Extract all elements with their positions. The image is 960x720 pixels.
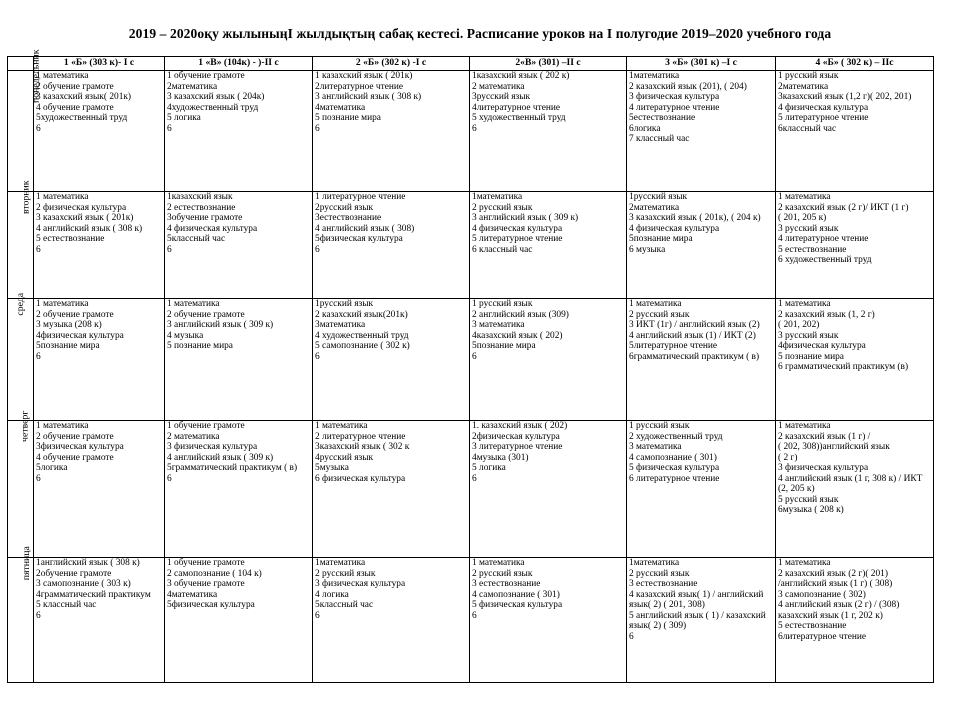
lesson-line: 5познание мира <box>629 234 693 244</box>
lesson-line: 1 математика <box>778 299 831 309</box>
lesson-line: 2 казахский язык (201), ( 204) <box>629 81 747 92</box>
lesson-line: 5классный час <box>167 234 226 244</box>
lesson-line: 1 казахский язык ( 201к) <box>315 71 413 81</box>
lesson-line: 4 литературное чтение <box>778 234 869 244</box>
lesson-line: 4грамматический практикум <box>36 589 151 600</box>
lesson-line: 4русский язык <box>315 452 374 463</box>
lesson-line: 2 русский язык <box>315 568 376 579</box>
lesson-line: 1математика <box>315 558 366 568</box>
lesson-line: 3 физическая культура <box>778 463 869 473</box>
lesson-line: 1 математика <box>472 558 525 568</box>
lesson-line: 1 обучение грамоте <box>167 421 245 431</box>
lesson-line: 3 казахский язык ( 201к) <box>36 213 134 223</box>
schedule-cell <box>627 71 776 192</box>
lesson-line: 6 <box>167 123 172 134</box>
lesson-line: ( 2 г) <box>778 452 798 463</box>
lesson-line: 6 <box>36 123 41 134</box>
lesson-line: 6литературное чтение <box>778 631 867 642</box>
schedule-cell <box>165 421 313 558</box>
lesson-line: 2физическая культура <box>472 431 560 442</box>
lesson-line: 5 логика <box>472 463 506 473</box>
schedule-cell <box>165 71 313 192</box>
lesson-line: 2 самопознание ( 104 к) <box>167 568 262 579</box>
lesson-line: 1математика <box>472 192 523 202</box>
day-row <box>8 558 934 683</box>
lesson-line: 4 физическая культура <box>167 223 258 234</box>
lesson-line: 4 обучение грамоте <box>36 452 114 463</box>
lesson-line: 2 обучение грамоте <box>36 309 114 320</box>
lesson-line: 6 <box>167 244 172 255</box>
lesson-line: 6 грамматический практикум (в) <box>778 362 909 372</box>
lesson-line: /английский язык (1 г) ( 308) <box>778 579 893 589</box>
lesson-line: 5 классный час <box>36 600 97 610</box>
lesson-line: 5 художественный труд <box>472 113 566 123</box>
lesson-line: 3 ИКТ (1г) / английский язык (2) <box>629 320 760 330</box>
schedule-cell <box>776 192 934 299</box>
day-row <box>8 299 934 421</box>
lesson-line: 4 английский язык (2 г) / (308) казахский язык (1 г, 202 к) <box>778 600 900 621</box>
lesson-line: 4казахский язык ( 202) <box>472 330 563 341</box>
lesson-line: 1 русский язык <box>778 71 839 81</box>
lesson-line: 2 художественный труд <box>629 431 723 442</box>
lesson-line: 6 художественный труд <box>778 255 872 265</box>
lesson-line: 1. казахский язык ( 202) <box>472 421 568 431</box>
lesson-line: язык( 2) ( 201, 308) <box>629 600 705 610</box>
schedule-cell <box>776 421 934 558</box>
lesson-line: 6 <box>315 610 320 621</box>
lesson-line: 5 русский язык <box>778 494 839 505</box>
lesson-line: 6 физическая культура <box>315 473 406 484</box>
lesson-line: 5 литературное чтение <box>778 113 869 123</box>
lesson-line: 4 английский язык ( 308) <box>315 223 415 234</box>
header-class-2v: 2«В» (301) –II с <box>470 57 627 71</box>
lesson-line: 3 естествознание <box>629 579 698 589</box>
lesson-line: ( 202, 308))английский язык <box>778 442 890 452</box>
header-class-4b: 4 «Б» ( 302 к) – IIс <box>776 57 934 71</box>
lesson-line: 2 математика <box>472 81 525 92</box>
lesson-line: 5 естествознание <box>36 234 105 244</box>
lesson-line: 4 физическая культура <box>472 223 563 234</box>
lesson-line: 1 математика <box>778 421 831 431</box>
lesson-line: 2 математика <box>167 431 220 442</box>
lesson-line: 3естествознание <box>315 213 382 223</box>
lesson-line: 7 классный час <box>629 134 690 144</box>
lesson-line: 5 логика <box>167 113 201 123</box>
lesson-line: 1 обучение грамоте <box>167 558 245 568</box>
schedule-cell <box>34 299 165 421</box>
lesson-line: 2 казахский язык(201к) <box>315 309 408 320</box>
lesson-line: 2 литературное чтение <box>315 431 406 442</box>
lesson-line: 5художественный труд <box>36 113 128 123</box>
header-class-1v: 1 «В» (104к) - )-II с <box>165 57 313 71</box>
lesson-line: 3 физическая культура <box>629 92 720 102</box>
schedule-cell <box>313 71 470 192</box>
lesson-line: 2обучение грамоте <box>36 568 112 579</box>
lesson-line: 4 обучение грамоте <box>36 102 114 113</box>
lesson-line: ( 201, 205 к) <box>778 213 827 223</box>
lesson-line: 2математика <box>629 202 680 213</box>
lesson-line: 6 <box>472 351 477 362</box>
lesson-line: 3 казахский язык ( 201к), ( 204 к) <box>629 213 761 223</box>
lesson-line: 3 русский язык <box>778 330 839 341</box>
schedule-cell <box>34 192 165 299</box>
lesson-line: 6 <box>315 351 320 362</box>
schedule-cell <box>470 558 627 683</box>
lesson-line: 2 русский язык <box>472 202 533 213</box>
header-class-2b: 2 «Б» (302 к) -I с <box>313 57 470 71</box>
day-label-cell <box>8 410 34 558</box>
day-name: понедельник <box>30 49 42 104</box>
lesson-line: 1 математика <box>629 299 682 309</box>
lesson-line: 6классный час <box>778 123 837 134</box>
lesson-line: 6 <box>472 473 477 484</box>
lesson-line: 2 казахский язык (1 г) / <box>778 431 871 442</box>
lesson-line: 1 литературное чтение <box>315 192 406 202</box>
lesson-line: 3 математика <box>629 442 682 452</box>
schedule-cell <box>313 299 470 421</box>
lesson-line: 4математика <box>315 102 366 113</box>
schedule-cell <box>627 558 776 683</box>
lesson-line: 4 английский язык ( 309 к) <box>167 452 274 463</box>
lesson-line: 3 естествознание <box>472 579 541 589</box>
schedule-cell <box>34 71 165 192</box>
lesson-line: 1казахский язык <box>167 192 233 202</box>
lesson-line: 3 литературное чтение <box>472 442 563 452</box>
day-row <box>8 421 934 558</box>
lesson-line: 1 математика <box>36 192 89 202</box>
lesson-line: 5 познание мира <box>167 341 233 351</box>
lesson-line: 1русский язык <box>629 192 688 202</box>
lesson-line: 2литературное чтение <box>315 81 404 92</box>
lesson-line: 6 <box>36 244 41 255</box>
lesson-line: 4 логика <box>315 589 349 600</box>
lesson-line: 1казахский язык ( 202 к) <box>472 71 570 81</box>
day-name: четверг <box>19 410 31 442</box>
lesson-line: 2русский язык <box>315 202 374 213</box>
lesson-line: 3 казахский язык( 201к) <box>36 92 132 102</box>
lesson-line: 4 самопознание ( 301) <box>472 589 560 600</box>
lesson-line: 6 <box>36 610 41 621</box>
day-row <box>8 71 934 192</box>
lesson-line: 6 <box>315 123 320 134</box>
schedule-cell <box>165 299 313 421</box>
lesson-line: 5 естествознание <box>778 244 847 255</box>
lesson-line: 5 физическая культура <box>472 600 563 610</box>
lesson-line: 1 математика <box>315 421 368 431</box>
lesson-line: 5 английский язык ( 1) / казахский язык( 2) ( 309) <box>629 610 766 631</box>
lesson-line: 2 русский язык <box>472 568 533 579</box>
lesson-line: 3 обучение грамоте <box>167 579 245 589</box>
lesson-line: 4 английский язык ( 308 к) <box>36 223 143 234</box>
lesson-line: 5 познание мира <box>778 351 844 362</box>
schedule-table <box>7 49 934 683</box>
schedule-cell <box>470 299 627 421</box>
schedule-cell <box>776 71 934 192</box>
lesson-line: 6 <box>167 473 172 484</box>
lesson-line: 4 английский язык (1 г, 308 к) / ИКТ (2, 205 к) <box>778 473 923 494</box>
lesson-line: 1математика <box>629 71 680 81</box>
lesson-line: 2 обучение грамоте <box>36 431 114 442</box>
schedule-cell <box>34 421 165 558</box>
lesson-line: 2 русский язык <box>629 309 690 320</box>
lesson-line: 6 <box>36 351 41 362</box>
schedule-cell <box>165 558 313 683</box>
lesson-line: 4физическая культура <box>778 341 866 351</box>
schedule-cell <box>313 558 470 683</box>
lesson-line: 2 естествознание <box>167 202 236 213</box>
lesson-line: 5музыка <box>315 463 349 473</box>
day-label-cell <box>8 180 34 299</box>
lesson-line: 4музыка (301) <box>472 452 529 463</box>
lesson-line: 1математика <box>629 558 680 568</box>
lesson-line: 1 обучение грамоте <box>167 71 245 81</box>
lesson-line: 6 <box>629 631 634 642</box>
lesson-line: 6 классный час <box>472 244 533 255</box>
lesson-line: 1 русский язык <box>629 421 690 431</box>
day-row <box>8 192 934 299</box>
lesson-line: 3казахский язык ( 302 к <box>315 442 410 452</box>
lesson-line: 6 литературное чтение <box>629 473 720 484</box>
schedule-cell <box>313 192 470 299</box>
lesson-line: 2 казахский язык (1, 2 г) <box>778 309 875 320</box>
schedule-cell <box>776 299 934 421</box>
lesson-line: 3 физическая культура <box>167 442 258 452</box>
lesson-line: 5естествознание <box>629 113 696 123</box>
lesson-line: 6 <box>472 610 477 621</box>
day-label-cell <box>8 49 42 192</box>
schedule-cell <box>627 421 776 558</box>
lesson-line: 1русский язык <box>315 299 374 309</box>
lesson-line: 4 физическая культура <box>629 223 720 234</box>
lesson-line: 2математика <box>778 81 829 92</box>
day-label-cell <box>8 292 34 421</box>
lesson-line: 2 казахский язык (2 г)/ ИКТ (1 г) <box>778 202 909 213</box>
lesson-line: 5 физическая культура <box>629 463 720 473</box>
lesson-line: 3физическая культура <box>36 442 124 452</box>
schedule-cell <box>313 421 470 558</box>
lesson-line: 3обучение грамоте <box>167 213 243 223</box>
lesson-line: 6 <box>36 473 41 484</box>
lesson-line: 4 литературное чтение <box>629 102 720 113</box>
lesson-line: 6 музыка <box>629 244 666 255</box>
lesson-line: 1 русский язык <box>472 299 533 309</box>
lesson-line: 1 математика <box>36 299 89 309</box>
lesson-line: 5классный час <box>315 600 374 610</box>
header-row <box>8 57 934 71</box>
day-name: пятница <box>20 546 32 581</box>
lesson-line: 2 английский язык (309) <box>472 309 569 320</box>
lesson-line: 2 обучение грамоте <box>36 81 114 92</box>
lesson-line: 3математика <box>315 320 366 330</box>
schedule-cell <box>470 192 627 299</box>
lesson-line: 5познание мира <box>472 341 536 351</box>
lesson-line: 5физическая культура <box>315 234 403 244</box>
lesson-line: 3русский язык <box>472 92 531 102</box>
lesson-line: 5физическая культура <box>167 600 255 610</box>
day-label-cell <box>8 546 34 683</box>
lesson-line: 4физическая культура <box>36 330 124 341</box>
schedule-cell <box>627 192 776 299</box>
lesson-line: 2 русский язык <box>629 568 690 579</box>
lesson-line: 6грамматический практикум ( в) <box>629 351 760 362</box>
schedule-cell <box>627 299 776 421</box>
schedule-cell <box>776 558 934 683</box>
lesson-line: 4художественный труд <box>167 102 259 113</box>
lesson-line: 2математика <box>167 81 218 92</box>
lesson-line: 2 обучение грамоте <box>167 309 245 320</box>
lesson-line: 1 математика <box>778 192 831 202</box>
lesson-line: 4 самопознание ( 301) <box>629 452 717 463</box>
lesson-line: ( 201, 202) <box>778 320 820 330</box>
lesson-line: 5 естествознание <box>778 621 847 631</box>
lesson-line: 3 музыка (208 к) <box>36 320 102 330</box>
schedule-cell <box>34 558 165 683</box>
lesson-line: 3 английский язык ( 309 к) <box>472 213 579 223</box>
lesson-line: 5грамматический практикум ( в) <box>167 463 298 473</box>
lesson-line: 1 математика <box>778 558 831 568</box>
lesson-line: 1 математика <box>36 71 89 81</box>
schedule-cell <box>470 71 627 192</box>
day-name: вторник <box>20 180 32 215</box>
schedule-cell <box>470 421 627 558</box>
lesson-line: 4 музыка <box>167 330 204 341</box>
lesson-line: 4математика <box>167 589 218 600</box>
lesson-line: 5 познание мира <box>315 113 381 123</box>
lesson-line: 6 <box>472 123 477 134</box>
lesson-line: 4 физическая культура <box>778 102 869 113</box>
lesson-line: 3 русский язык <box>778 223 839 234</box>
lesson-line: 4литературное чтение <box>472 102 561 113</box>
schedule-cell <box>165 192 313 299</box>
header-class-3b: 3 «Б» (301 к) –I с <box>627 57 776 71</box>
lesson-line: 6музыка ( 208 к) <box>778 505 844 515</box>
lesson-line: 6 <box>315 244 320 255</box>
lesson-line: 3 математика <box>472 320 525 330</box>
lesson-line: 1 математика <box>167 299 220 309</box>
lesson-line: 5логика <box>36 463 68 473</box>
lesson-line: 3 английский язык ( 308 к) <box>315 92 422 102</box>
lesson-line: 1 математика <box>36 421 89 431</box>
day-name: среда <box>15 292 27 316</box>
lesson-line: 4 английский язык (1) / ИКТ (2) <box>629 330 756 341</box>
lesson-line: 3 самопознание ( 303 к) <box>36 579 131 589</box>
lesson-line: 3 физическая культура <box>315 579 406 589</box>
lesson-line: 1английский язык ( 308 к) <box>36 558 140 568</box>
lesson-line: 3казахский язык (1,2 г)( 202, 201) <box>778 92 912 102</box>
lesson-line: 5литературное чтение <box>629 341 718 351</box>
lesson-line: 4 художественный труд <box>315 330 409 341</box>
lesson-line: 2 физическая культура <box>36 202 127 213</box>
lesson-line: 5познание мира <box>36 341 100 351</box>
page-title: 2019 – 2020оқу жылыныңІ жылдықтың сабақ кестесі. Расписание уроков на I полугодие 2019–2020 учебного года <box>128 26 832 41</box>
lesson-line: 2 казахский язык (2 г)( 201) <box>778 568 888 579</box>
lesson-line: 3 английский язык ( 309 к) <box>167 320 274 330</box>
lesson-line: 4 казахский язык( 1) / английский <box>629 589 764 600</box>
lesson-line: 3 казахский язык ( 204к) <box>167 92 265 102</box>
lesson-line: 6логика <box>629 123 661 134</box>
header-class-1b: 1 «Б» (303 к)- I с <box>34 57 165 71</box>
lesson-line: 3 самопознание ( 302) <box>778 589 866 600</box>
lesson-line: 5 литературное чтение <box>472 234 563 244</box>
lesson-line: 5 самопознание ( 302 к) <box>315 341 410 351</box>
